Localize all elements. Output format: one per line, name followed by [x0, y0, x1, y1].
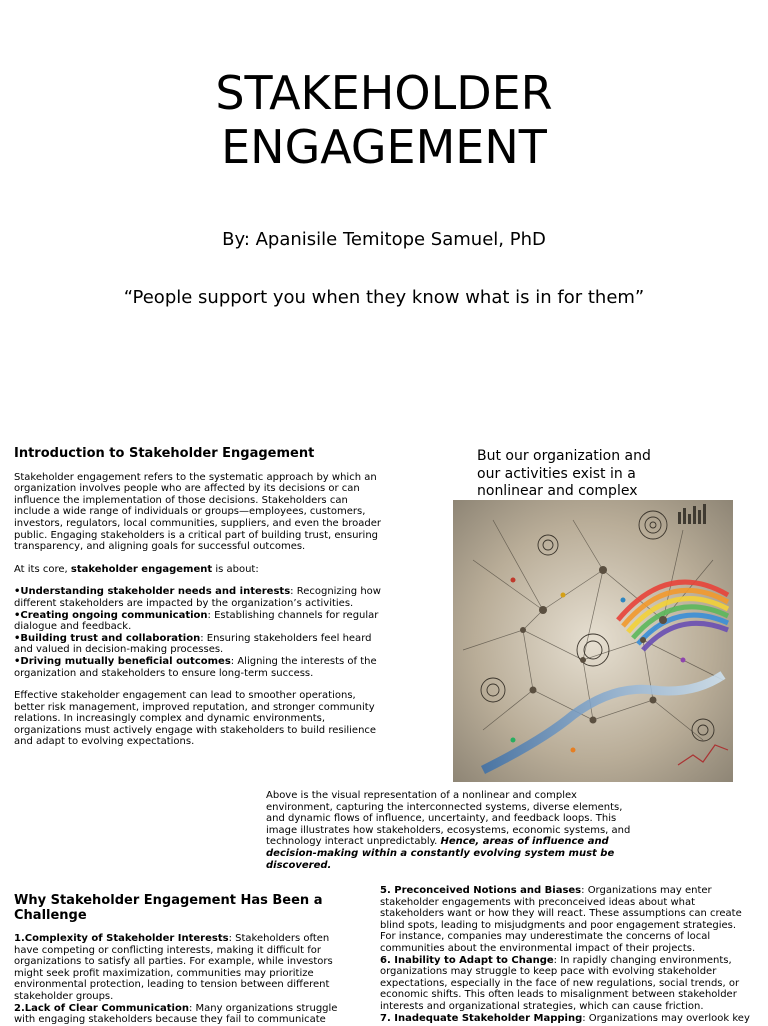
- intro-paragraph: Stakeholder engagement refers to the systematic approach by which an organization involves people who are affected by its decisions or can influence the implementation of those decisions. Stakeholders can include a wide range of individuals or groups—employees, customers, investors, regulators, local communities, suppliers, and even the broader public. Engaging stakeholders is a critical part of building trust, ensuring transparency, and aligning goals for successful outcomes.: [14, 471, 381, 553]
- challenge-section-left: [14, 893, 348, 1026]
- challenge-heading: Why Stakeholder Engagement Has Been a Challenge: [14, 893, 323, 923]
- bullet-item: [14, 586, 386, 609]
- bullet-text: : Recognizing how different stakeholders are impacted by the organization’s activities.: [14, 586, 381, 609]
- complex-environment-illustration: [453, 500, 733, 782]
- intro-closing-paragraph: Effective stakeholder engagement can lead to smoother operations, better risk management, improved reputation, and stronger community relations. In increasingly complex and dynamic environments, organizations must actively engage with stakeholders to build resilience and adapt to evolving expectations.: [14, 690, 377, 748]
- bullet-item: [14, 633, 386, 656]
- bullet-bold: •Understanding stakeholder needs and interests: [14, 586, 291, 598]
- challenge-item-text: : Organizations may overlook key: [582, 1012, 750, 1024]
- challenge-item-text: : In rapidly changing environments, organizations may struggle to keep pace with evolving stakeholder expectations, especially in the face of new regulations, social trends, or economic shifts. This often leads to misalignment between stakeholder interests and organizational strategies, which can cause friction.: [380, 954, 740, 1012]
- challenge-item-title: 1.Complexity of Stakeholder Interests: [14, 933, 229, 944]
- challenge-item: [380, 885, 750, 955]
- challenge-item-text: : Organizations may enter stakeholder engagements with preconceived ideas about what stakeholders want or how they will react. These assumptions can create blind spots, leading to misjudgments and poor engagement strategies. For instance, companies may underestimate the concerns of local communities about the environmental impact of their projects.: [380, 885, 742, 954]
- challenge-item: [380, 1013, 750, 1025]
- challenge-item: [380, 955, 750, 1013]
- nonlinear-statement: But our organization and our activities exist in a nonlinear and complex: [477, 448, 651, 499]
- title-line-1: STAKEHOLDER: [215, 66, 553, 120]
- bullet-bold: •Building trust and collaboration: [14, 632, 201, 644]
- author-byline: By: Apanisile Temitope Samuel, PhD: [222, 229, 546, 250]
- core-bold: stakeholder engagement: [70, 563, 213, 575]
- challenge-item: [14, 933, 348, 1003]
- challenge-section-right: [380, 885, 750, 1024]
- figure-caption: [266, 790, 644, 871]
- challenge-item-text: : Stakeholders often have competing or conflicting interests, making it difficult for organizations to satisfy all parties. For example, while investors might seek profit maximization, communities may prioritize environmental protection, leading to tension between different stakeholder groups.: [14, 933, 333, 1002]
- bullet-item: [14, 610, 386, 633]
- challenge-item-title: 6. Inability to Adapt to Change: [380, 954, 554, 966]
- challenge-item: [14, 1003, 348, 1026]
- core-sentence: [14, 564, 386, 576]
- title-line-2: ENGAGEMENT: [221, 120, 547, 174]
- challenge-item-text: : Many organizations struggle with engaging stakeholders because they fail to communicate: [14, 1002, 338, 1026]
- bullet-item: [14, 656, 386, 679]
- bullet-bold: •Creating ongoing communication: [14, 609, 208, 621]
- core-bullet-list: [14, 586, 386, 679]
- core-prefix: At its core,: [14, 563, 71, 575]
- quote: “People support you when they know what is in for them”: [123, 287, 645, 308]
- challenge-item-title: 5. Preconceived Notions and Biases: [380, 885, 582, 896]
- caption-text: Above is the visual representation of a nonlinear and complex environment, capturing the interconnected systems, diverse elements, and dynamic flows of influence, uncertainty, and feedback loops. This image illustrates how stakeholders, ecosystems, economic systems, and technology interact unpredictably.: [266, 790, 631, 848]
- illustration-graphic: [453, 500, 733, 782]
- challenge-item-title: 2.Lack of Clear Communication: [14, 1002, 189, 1014]
- intro-heading: Introduction to Stakeholder Engagement: [14, 446, 315, 461]
- core-suffix: is about:: [212, 563, 259, 575]
- challenge-item-title: 7. Inadequate Stakeholder Mapping: [380, 1012, 583, 1024]
- intro-section: [14, 448, 386, 759]
- caption-emphasis: Hence, areas of influence and decision-making within a constantly evolving system must be discovered.: [266, 836, 615, 871]
- document-title: [0, 66, 768, 174]
- bullet-text: : Aligning the interests of the organization and stakeholders to ensure long-term success.: [14, 655, 377, 679]
- bullet-text: : Establishing channels for regular dialogue and feedback.: [14, 609, 379, 633]
- bullet-text: : Ensuring stakeholders feel heard and valued in decision-making processes.: [14, 632, 372, 656]
- bullet-bold: •Driving mutually beneficial outcomes: [14, 655, 231, 667]
